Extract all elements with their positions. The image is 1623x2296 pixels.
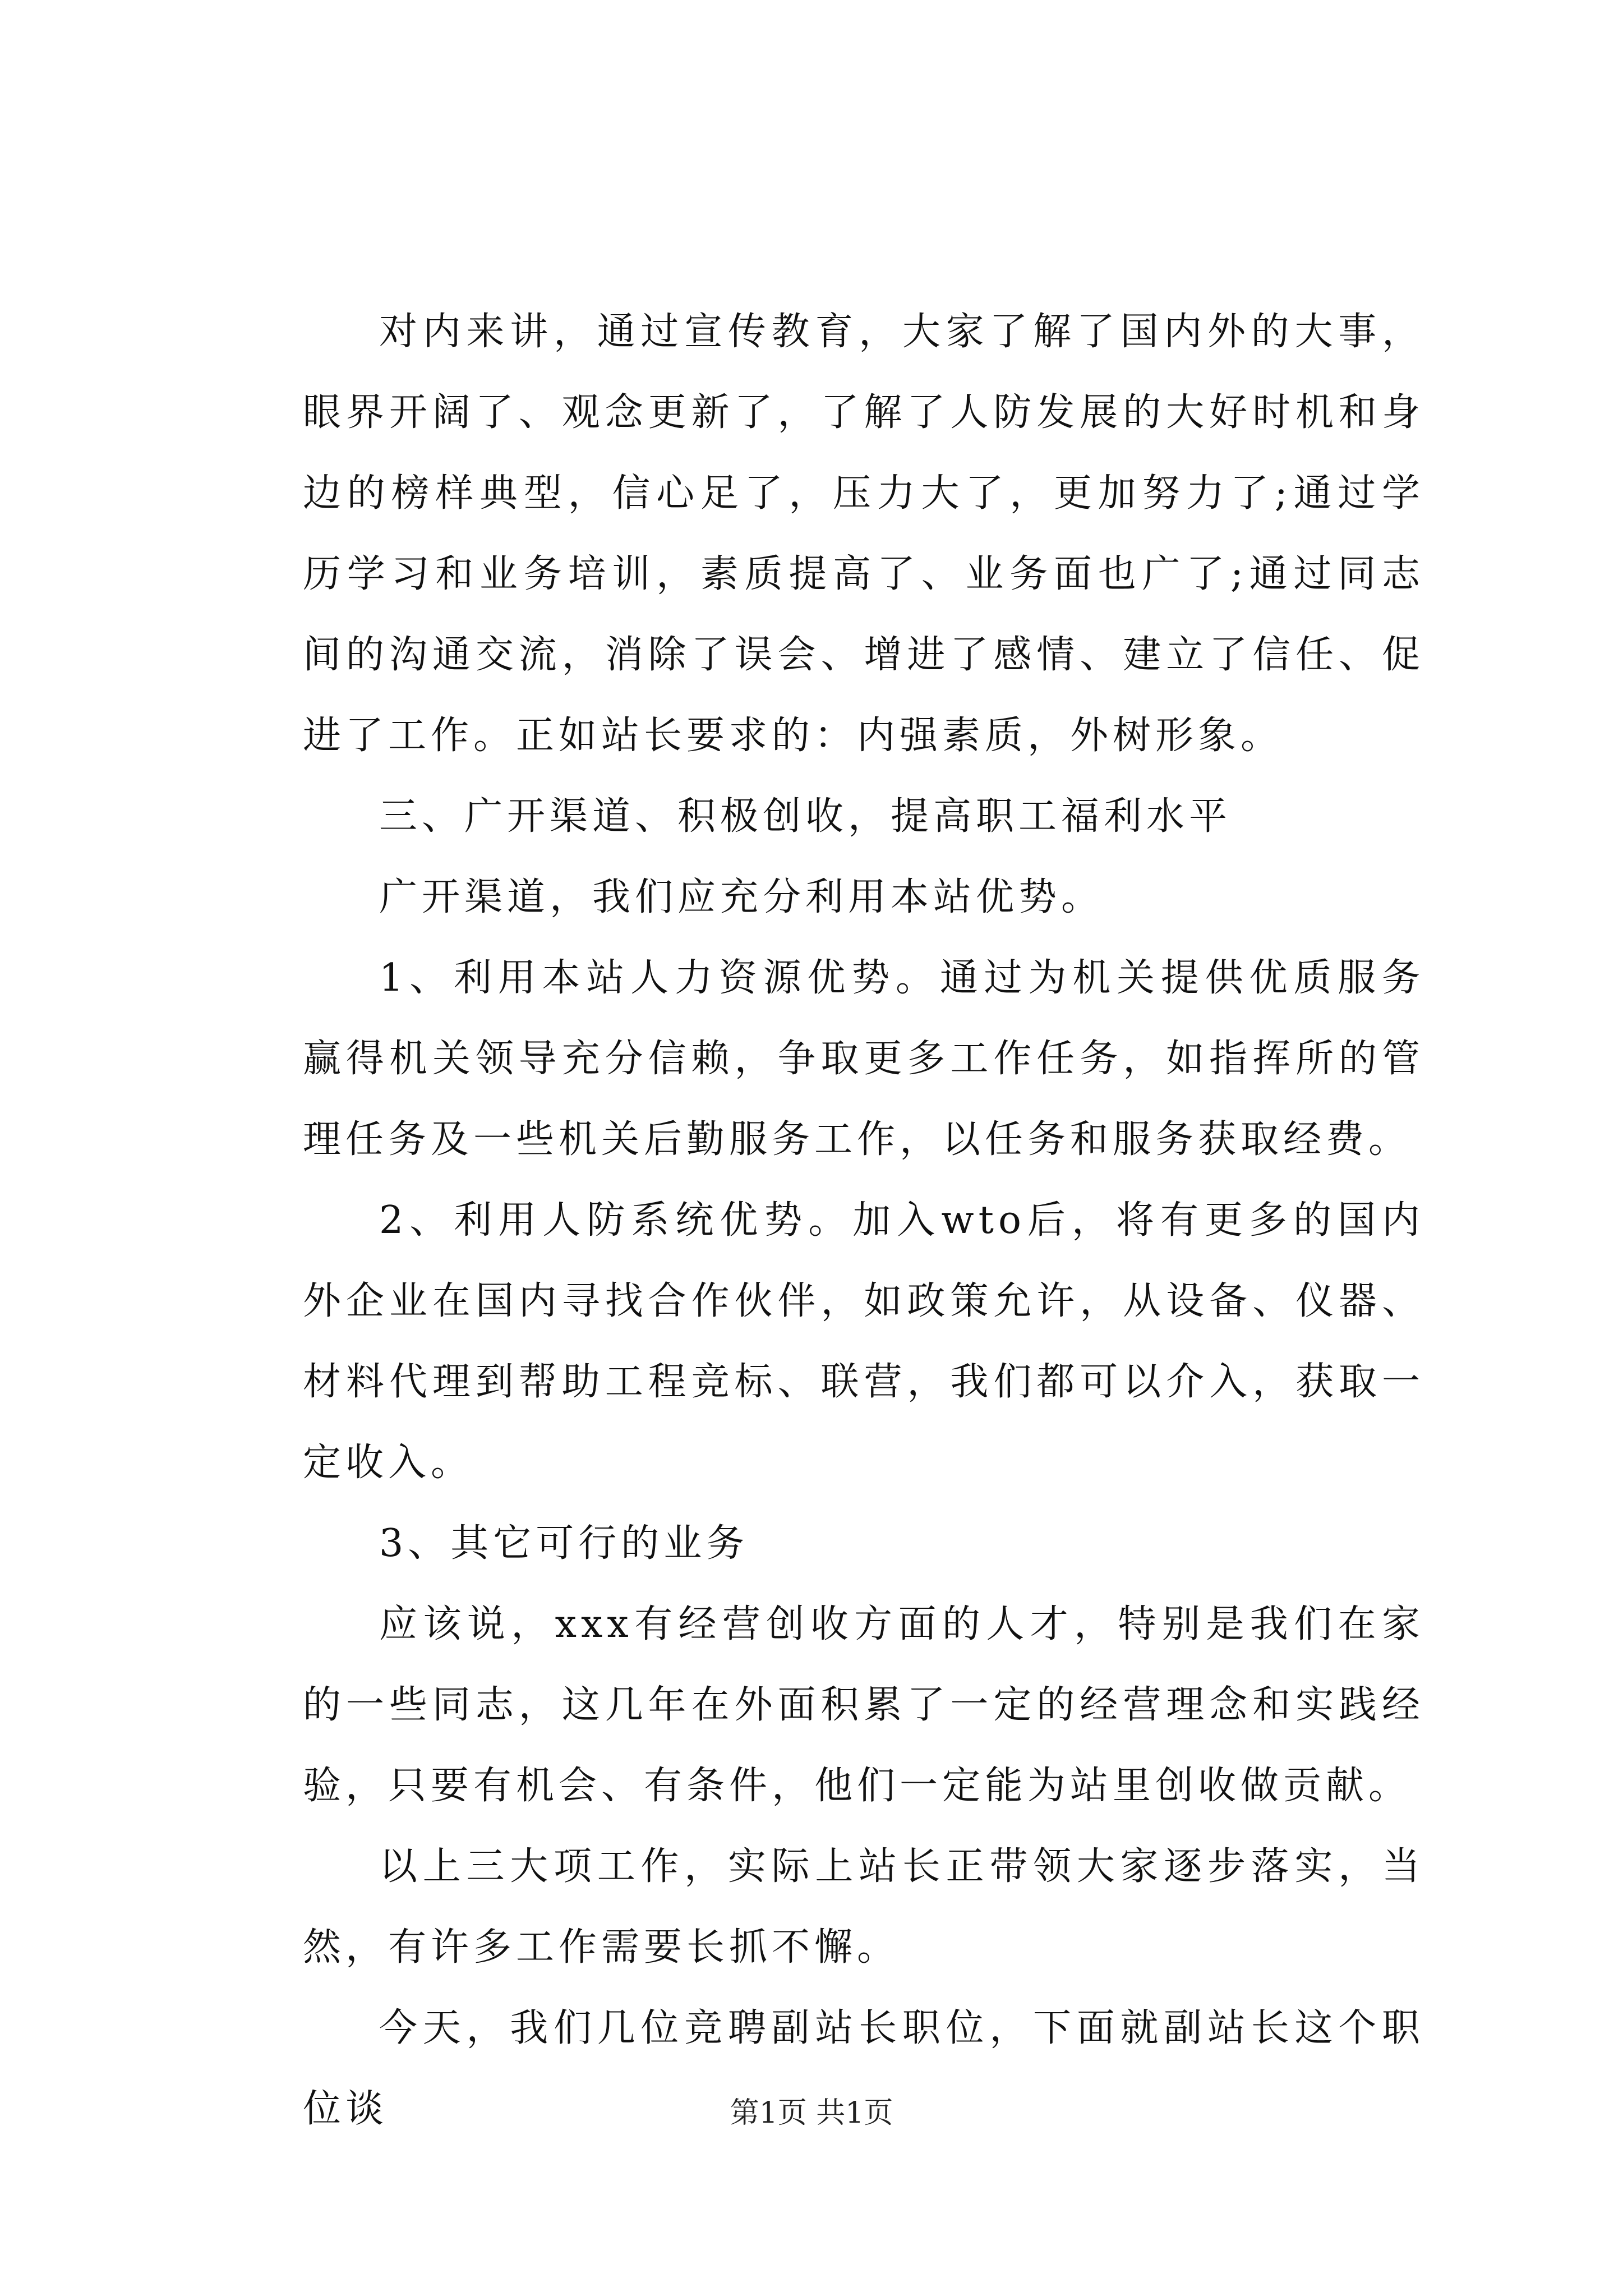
paragraph-open-channels: 广开渠道，我们应充分利用本站优势。 <box>379 875 1104 919</box>
list-item-1-human-resources: 1、利用本站人力资源优势。通过为机关提供优质服务赢得机关领导充分信赖，争取更多工作任务，如指挥所的管理任务及一些机关后勤服务工作，以任务和服务获取经费。 <box>303 956 1424 1162</box>
list-item-2-civil-defense-system: 2、利用人防系统优势。加入wto后，将有更多的国内外企业在国内寻找合作伙伴，如政策允许，从设备、仪器、材料代理到帮助工程竞标、联营，我们都可以介入，获取一定收入。 <box>303 1198 1424 1485</box>
document-body <box>303 292 1424 2150</box>
paragraph-internal-benefits: 对内来讲，通过宣传教育，大家了解了国内外的大事，眼界开阔了、观念更新了，了解了人防发展的大好时机和身边的榜样典型，信心足了，压力大了，更加努力了;通过学历学习和业务培训，素质提高了、业务面也广了;通过同志间的沟通交流，消除了误会、增进了感情、建立了信任、促进了工作。正如站长要求的：内强素质，外树形象。 <box>303 310 1424 758</box>
list-item-3-other-business: 3、其它可行的业务 <box>379 1521 749 1566</box>
page-number-footer: 第1页 共1页 <box>730 2096 893 2130</box>
paragraph-summary: 以上三大项工作，实际上站长正带领大家逐步落实，当然，有许多工作需要长抓不懈。 <box>303 1844 1424 1970</box>
section-heading-three: 三、广开渠道、积极创收，提高职工福利水平 <box>379 794 1232 839</box>
paragraph-today: 今天，我们几位竞聘副站长职位，下面就副站长这个职位谈 <box>303 2006 1424 2131</box>
paragraph-talent: 应该说，xxx有经营创收方面的人才，特别是我们在家的一些同志，这几年在外面积累了一定的经营理念和实践经验，只要有机会、有条件，他们一定能为站里创收做贡献。 <box>303 1602 1424 1808</box>
